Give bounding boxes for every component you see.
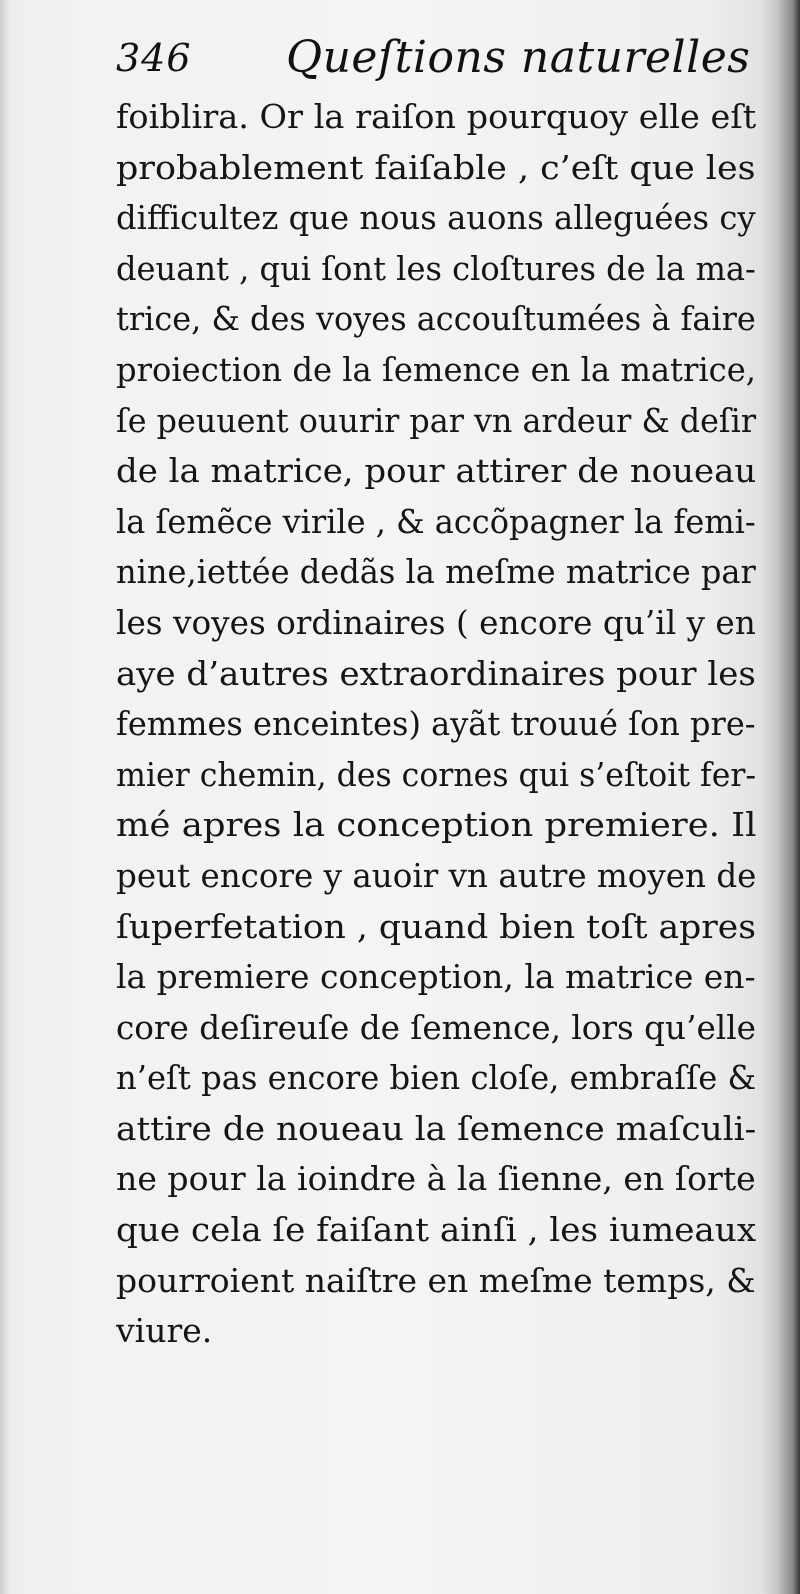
text-line-content: la premiere conception, la matrice en- [116, 957, 756, 997]
text-line [116, 294, 776, 345]
page-header [116, 30, 756, 92]
text-line-content: difficultez que nous auons alleguées cy [116, 198, 756, 238]
text-line-content: mier chemin, des cornes qui s’eſtoit fer- [116, 754, 757, 794]
text-line-content: attire de noueau la ſemence maſculi- [116, 1108, 757, 1148]
text-line [116, 1205, 776, 1256]
text-line [116, 396, 776, 447]
text-line-content: aye d’autres extraordinaires pour les [116, 653, 756, 693]
text-line [116, 851, 776, 902]
text-line [116, 1154, 776, 1205]
text-line [116, 547, 776, 598]
text-line-content: peut encore y auoir vn autre moyen de [116, 855, 757, 895]
text-line-content: de la matrice, pour attirer de noueau [116, 451, 757, 491]
text-line [116, 1104, 776, 1155]
text-line-content: core deſireuſe de ſemence, lors qu’elle [116, 1007, 756, 1047]
text-line-content: probablement faiſable , c’eſt que les [116, 147, 756, 187]
text-line-content: viure. [116, 1311, 213, 1351]
text-line-content: ſe peuuent ouurir par vn ardeur & deſir [116, 400, 757, 440]
body-text [116, 92, 776, 1357]
text-line-content: la ſemẽce virile , & accõpagner la femi- [116, 501, 756, 541]
text-line [116, 649, 776, 700]
text-line [116, 345, 776, 396]
text-line [116, 902, 776, 953]
text-line-content: femmes enceintes) ayãt trouué ſon pre- [116, 704, 756, 744]
text-line [116, 446, 776, 497]
text-line [116, 1256, 776, 1307]
text-line-content: ne pour la ioindre à la ſienne, en ſorte [116, 1159, 756, 1199]
text-line [116, 952, 776, 1003]
text-line [116, 1003, 776, 1054]
text-line-content: n’eſt pas encore bien cloſe, embraſſe & [116, 1058, 757, 1098]
text-line-content: les voyes ordinaires ( encore qu’il y en [116, 602, 756, 642]
text-line-content: foiblira. Or la raiſon pourquoy elle eſt [116, 97, 757, 136]
text-line [116, 143, 776, 194]
text-line-content: nine,iettée dedãs la meſme matrice par [116, 552, 756, 592]
text-line [116, 699, 776, 750]
text-line [116, 1306, 776, 1357]
running-title: Queſtions naturelles [286, 32, 751, 83]
binding-shadow [762, 0, 800, 1594]
text-line-content: que cela ſe faiſant ainſi , les iumeaux [116, 1210, 757, 1250]
text-line-content: ſuperfetation , quand bien toſt apres [116, 906, 757, 946]
text-line [116, 497, 776, 548]
text-line [116, 92, 776, 143]
text-line [116, 1053, 776, 1104]
text-line [116, 598, 776, 649]
text-line-content: pourroient naiſtre en meſme temps, & [116, 1260, 756, 1300]
text-line [116, 750, 776, 801]
text-line [116, 193, 776, 244]
text-line [116, 800, 776, 851]
text-line-content: trice, & des voyes accouſtumées à faire [116, 299, 756, 339]
text-line [116, 244, 776, 295]
page-left-edge [0, 0, 10, 1594]
text-line-content: deuant , qui ſont les cloſtures de la ma- [116, 248, 756, 288]
text-line-content: mé apres la conception premiere. Il [116, 805, 757, 845]
page-number: 346 [116, 36, 192, 80]
text-line-content: proiection de la ſemence en la matrice, [116, 349, 756, 389]
